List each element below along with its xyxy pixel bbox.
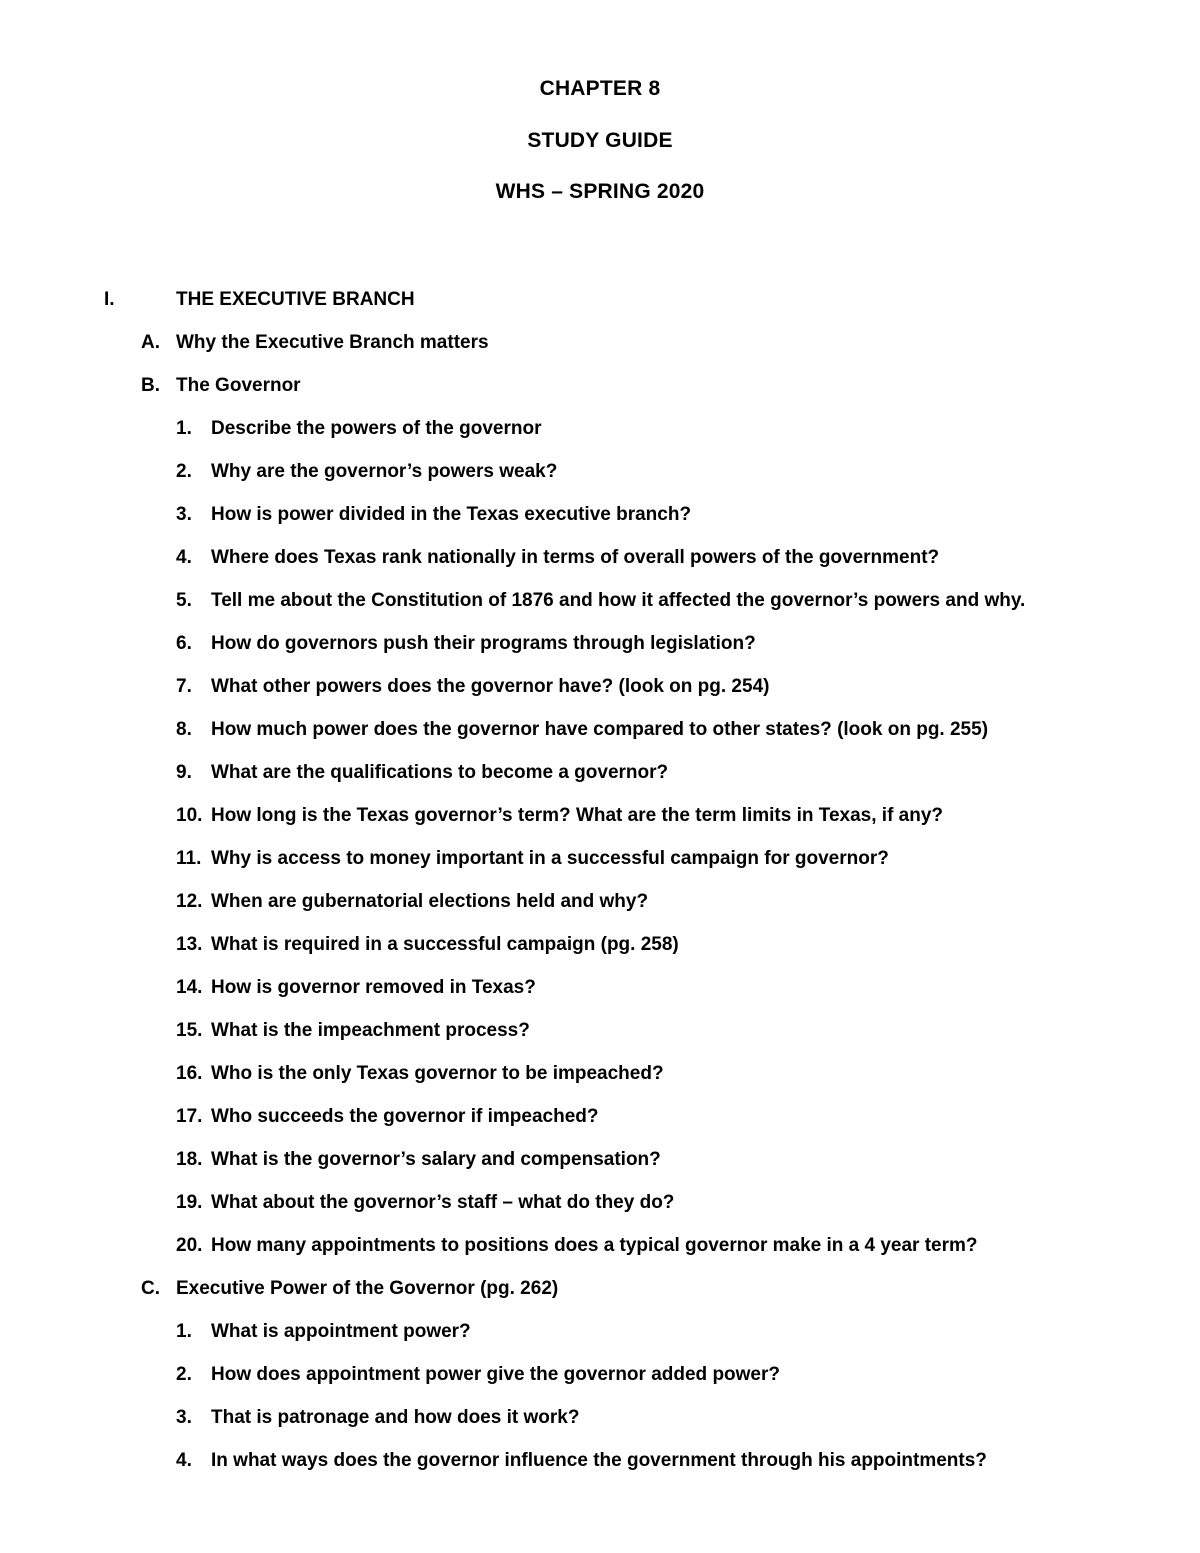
- section-number: I.: [104, 289, 115, 310]
- item-number: 4.: [176, 1450, 192, 1471]
- item-number: 8.: [176, 719, 192, 740]
- item-number: 9.: [176, 762, 192, 783]
- item-text: How is governor removed in Texas?: [211, 977, 536, 998]
- item-number: 3.: [176, 504, 192, 525]
- item-text: What are the qualifications to become a governor?: [211, 762, 669, 783]
- subsection-text: Why the Executive Branch matters: [176, 332, 489, 353]
- item-number: 1.: [176, 418, 192, 439]
- item-number: 6.: [176, 633, 192, 654]
- item-number: 4.: [176, 547, 192, 568]
- subsection-number: A.: [141, 332, 160, 353]
- item-number: 3.: [176, 1407, 192, 1428]
- item-number: 15.: [176, 1020, 203, 1041]
- item-text: Tell me about the Constitution of 1876 and how it affected the governor’s powers and why.: [211, 590, 1026, 611]
- item-text: What is the impeachment process?: [211, 1020, 530, 1041]
- item-text: Why is access to money important in a successful campaign for governor?: [211, 848, 889, 869]
- item-text: Why are the governor’s powers weak?: [211, 461, 558, 482]
- item-number: 2.: [176, 461, 192, 482]
- item-text: Who is the only Texas governor to be impeached?: [211, 1063, 664, 1084]
- item-text: How is power divided in the Texas executive branch?: [211, 504, 692, 525]
- item-number: 20.: [176, 1235, 203, 1256]
- item-number: 16.: [176, 1063, 203, 1084]
- subsection-number: C.: [141, 1278, 160, 1299]
- item-text: How does appointment power give the governor added power?: [211, 1364, 780, 1385]
- subsection-number: B.: [141, 375, 160, 396]
- term-title: WHS – SPRING 2020: [495, 180, 705, 203]
- item-number: 18.: [176, 1149, 203, 1170]
- item-text: Who succeeds the governor if impeached?: [211, 1106, 599, 1127]
- item-text: What other powers does the governor have? (look on pg. 254): [211, 676, 770, 697]
- item-text: Where does Texas rank nationally in terms of overall powers of the government?: [211, 547, 940, 568]
- item-number: 2.: [176, 1364, 192, 1385]
- study-guide-title: STUDY GUIDE: [527, 129, 673, 152]
- item-number: 14.: [176, 977, 203, 998]
- item-text: What about the governor’s staff – what do they do?: [211, 1192, 675, 1213]
- chapter-title: CHAPTER 8: [539, 77, 661, 100]
- item-text: In what ways does the governor influence the government through his appointments?: [211, 1450, 987, 1471]
- item-number: 17.: [176, 1106, 203, 1127]
- item-number: 1.: [176, 1321, 192, 1342]
- item-number: 10.: [176, 805, 203, 826]
- item-text: What is required in a successful campaign (pg. 258): [211, 934, 679, 955]
- item-number: 13.: [176, 934, 203, 955]
- subsection-text: Executive Power of the Governor (pg. 262): [176, 1278, 559, 1299]
- item-text: Describe the powers of the governor: [211, 418, 542, 439]
- item-text: What is the governor’s salary and compensation?: [211, 1149, 661, 1170]
- item-number: 12.: [176, 891, 203, 912]
- item-number: 5.: [176, 590, 192, 611]
- item-text: That is patronage and how does it work?: [211, 1407, 580, 1428]
- item-text: How much power does the governor have compared to other states? (look on pg. 255): [211, 719, 989, 740]
- item-text: How long is the Texas governor’s term? What are the term limits in Texas, if any?: [211, 805, 944, 826]
- item-number: 7.: [176, 676, 192, 697]
- item-number: 11.: [176, 848, 202, 869]
- item-text: When are gubernatorial elections held and why?: [211, 891, 649, 912]
- item-number: 19.: [176, 1192, 203, 1213]
- item-text: How do governors push their programs through legislation?: [211, 633, 756, 654]
- section-text: THE EXECUTIVE BRANCH: [176, 289, 415, 310]
- subsection-text: The Governor: [176, 375, 301, 396]
- item-text: What is appointment power?: [211, 1321, 471, 1342]
- item-text: How many appointments to positions does a typical governor make in a 4 year term?: [211, 1235, 978, 1256]
